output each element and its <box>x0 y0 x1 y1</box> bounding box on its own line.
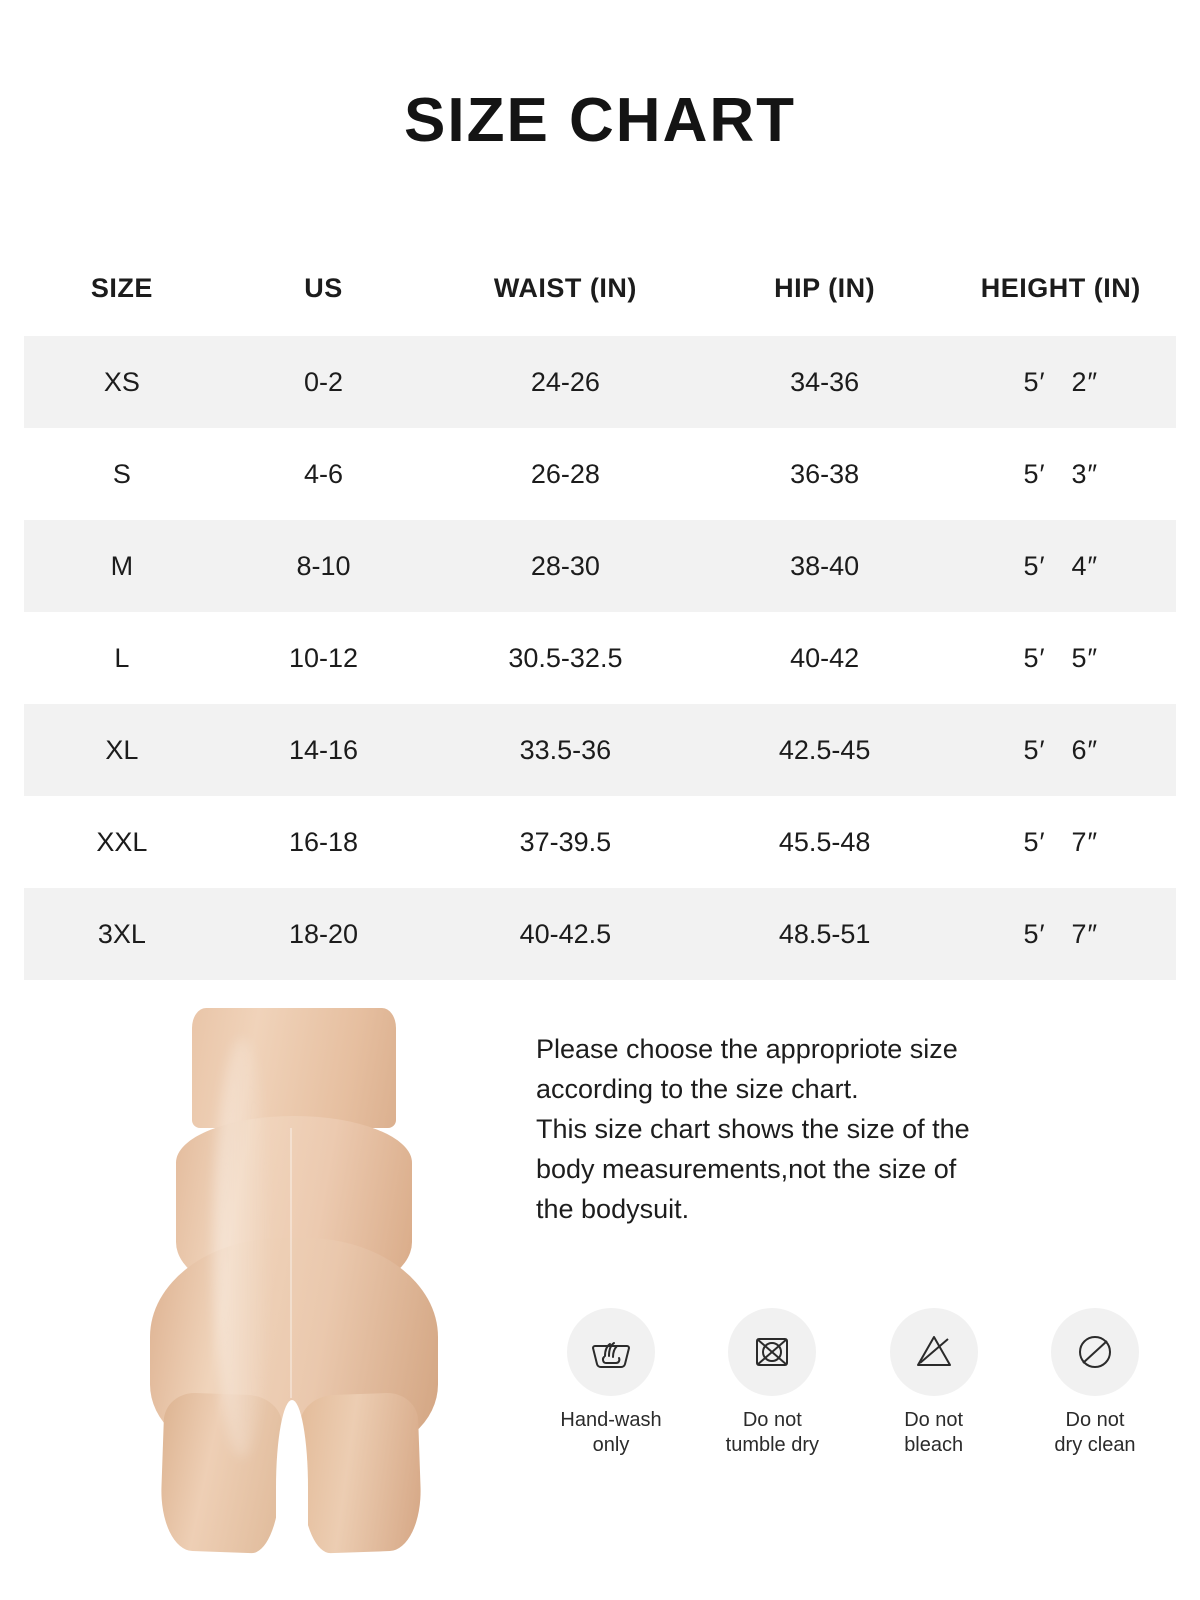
height-inches: 2″ <box>1071 366 1099 397</box>
info-column <box>504 998 1176 1558</box>
cell-height <box>946 796 1176 888</box>
cell-hip: 42.5-45 <box>704 704 946 796</box>
do-not-tumble-dry-icon <box>728 1308 816 1396</box>
note-line-2: according to the size chart. <box>536 1073 859 1104</box>
cell-waist: 24-26 <box>427 336 703 428</box>
column-header-us: US <box>220 240 427 336</box>
cell-height <box>946 704 1176 796</box>
height-inches: 4″ <box>1071 550 1099 581</box>
sizing-note <box>536 1030 1176 1230</box>
height-inches: 3″ <box>1071 458 1099 489</box>
column-header-size: SIZE <box>24 240 220 336</box>
care-item-hand-wash <box>536 1308 686 1458</box>
height-feet: 5′ <box>1023 550 1046 581</box>
cell-waist: 30.5-32.5 <box>427 612 703 704</box>
table-row <box>24 336 1176 428</box>
cell-size: L <box>24 612 220 704</box>
table-row <box>24 888 1176 980</box>
note-line-5: the bodysuit. <box>536 1193 690 1224</box>
care-label-line-2: only <box>592 1433 630 1456</box>
cell-hip: 36-38 <box>704 428 946 520</box>
care-item-tumble-dry <box>697 1308 847 1458</box>
height-feet: 5′ <box>1023 458 1046 489</box>
shapewear-highlight <box>214 1038 270 1458</box>
shapewear-illustration <box>144 1008 444 1548</box>
cell-size: S <box>24 428 220 520</box>
cell-size: XL <box>24 704 220 796</box>
cell-us: 8-10 <box>220 520 427 612</box>
size-table <box>24 240 1176 980</box>
cell-waist: 33.5-36 <box>427 704 703 796</box>
cell-us: 0-2 <box>220 336 427 428</box>
care-label-line-1: Do not <box>742 1408 802 1431</box>
do-not-dry-clean-icon <box>1051 1308 1139 1396</box>
care-label-line-1: Do not <box>1065 1408 1125 1431</box>
note-line-3: This size chart shows the size of the <box>536 1113 970 1144</box>
care-label-line-1: Do not <box>904 1408 964 1431</box>
cell-waist: 26-28 <box>427 428 703 520</box>
cell-height <box>946 612 1176 704</box>
care-label <box>536 1408 686 1458</box>
title-block <box>0 0 1200 240</box>
cell-height <box>946 520 1176 612</box>
cell-waist: 28-30 <box>427 520 703 612</box>
height-feet: 5′ <box>1023 366 1046 397</box>
cell-hip: 48.5-51 <box>704 888 946 980</box>
table-row <box>24 796 1176 888</box>
cell-us: 10-12 <box>220 612 427 704</box>
height-feet: 5′ <box>1023 642 1046 673</box>
note-line-4: body measurements,not the size of <box>536 1153 957 1184</box>
height-inches: 7″ <box>1071 826 1099 857</box>
height-inches: 5″ <box>1071 642 1099 673</box>
care-label <box>1020 1408 1170 1458</box>
table-header-row <box>24 240 1176 336</box>
height-feet: 5′ <box>1023 826 1046 857</box>
cell-height <box>946 336 1176 428</box>
height-inches: 7″ <box>1071 918 1099 949</box>
column-header-height: HEIGHT (IN) <box>946 240 1176 336</box>
cell-us: 14-16 <box>220 704 427 796</box>
cell-waist: 37-39.5 <box>427 796 703 888</box>
height-feet: 5′ <box>1023 918 1046 949</box>
cell-waist: 40-42.5 <box>427 888 703 980</box>
cell-hip: 40-42 <box>704 612 946 704</box>
note-line-1: Please choose the appropriote size <box>536 1034 958 1064</box>
size-table-wrapper <box>0 240 1200 980</box>
cell-hip: 34-36 <box>704 336 946 428</box>
cell-size: 3XL <box>24 888 220 980</box>
cell-size: XXL <box>24 796 220 888</box>
hand-wash-icon <box>567 1308 655 1396</box>
table-row <box>24 520 1176 612</box>
care-item-bleach <box>859 1308 1009 1458</box>
cell-height <box>946 888 1176 980</box>
cell-height <box>946 428 1176 520</box>
care-label <box>859 1408 1009 1458</box>
cell-us: 18-20 <box>220 888 427 980</box>
table-row <box>24 428 1176 520</box>
height-inches: 6″ <box>1071 734 1099 765</box>
care-label-line-2: dry clean <box>1054 1433 1136 1456</box>
shapewear-right-leg <box>299 1392 422 1554</box>
care-instructions <box>536 1308 1176 1458</box>
product-image <box>24 998 504 1558</box>
cell-hip: 38-40 <box>704 520 946 612</box>
care-label <box>697 1408 847 1458</box>
cell-us: 16-18 <box>220 796 427 888</box>
height-feet: 5′ <box>1023 734 1046 765</box>
cell-size: M <box>24 520 220 612</box>
do-not-bleach-icon <box>890 1308 978 1396</box>
cell-us: 4-6 <box>220 428 427 520</box>
size-table-body <box>24 336 1176 980</box>
column-header-waist: WAIST (IN) <box>427 240 703 336</box>
lower-section <box>0 980 1200 1558</box>
cell-size: XS <box>24 336 220 428</box>
care-item-dry-clean <box>1020 1308 1170 1458</box>
size-table-head <box>24 240 1176 336</box>
shapewear-left-leg <box>159 1392 282 1554</box>
care-label-line-2: bleach <box>904 1433 964 1456</box>
column-header-hip: HIP (IN) <box>704 240 946 336</box>
page-title: SIZE CHART <box>404 85 796 155</box>
table-row <box>24 612 1176 704</box>
table-row <box>24 704 1176 796</box>
care-label-line-2: tumble dry <box>725 1433 820 1456</box>
care-label-line-1: Hand-wash <box>560 1408 662 1431</box>
cell-hip: 45.5-48 <box>704 796 946 888</box>
shapewear-center-seam <box>290 1128 292 1398</box>
